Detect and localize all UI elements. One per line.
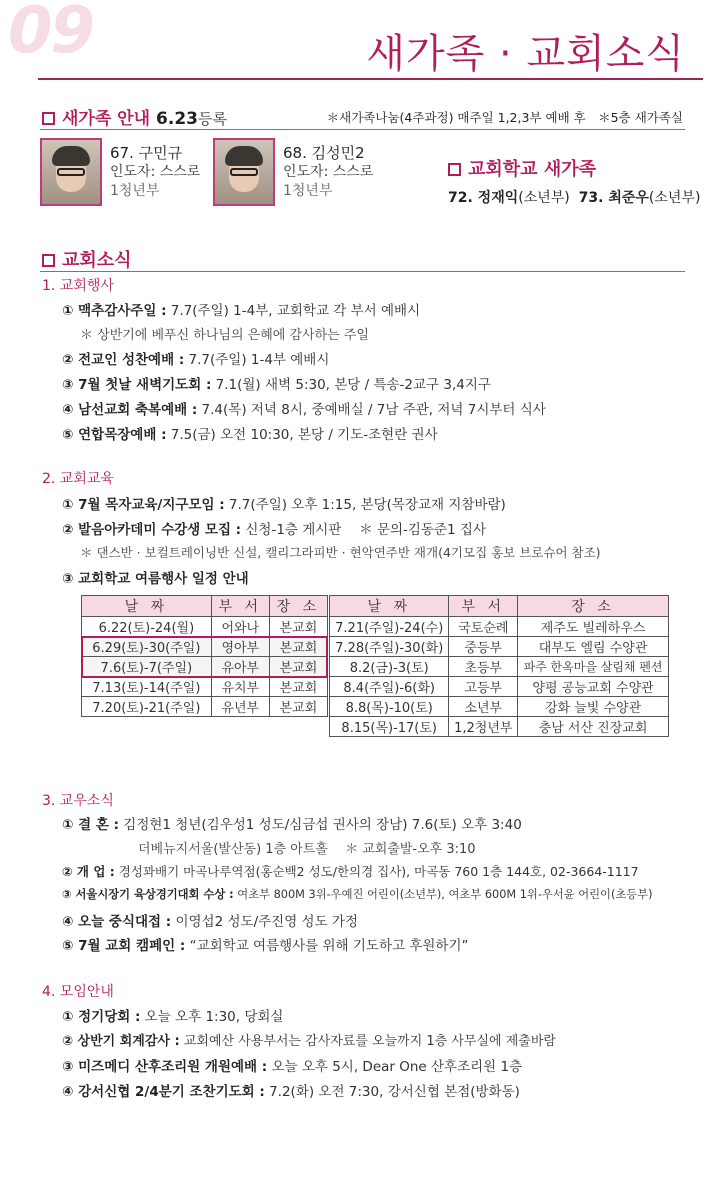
news-note: ＊ 상반기에 베푸신 하나님의 은혜에 감사하는 주일	[80, 328, 369, 343]
member-group: 1청년부	[110, 183, 160, 199]
page-number: 09	[8, 0, 94, 68]
news-item: ① 정기당회 : 오늘 오후 1:30, 당회실	[62, 1009, 284, 1025]
registration-date: 6.23	[156, 109, 198, 129]
col-header: 부 서	[449, 596, 518, 617]
col-header: 날 짜	[330, 596, 449, 617]
news-item: ④ 남선교회 축복예배 : 7.4(목) 저녁 8시, 중예배실 / 7남 주관, 저녁 7시부터 식사	[62, 402, 546, 418]
section-title: 1. 교회행사	[42, 278, 114, 294]
news-note: 더베뉴지서울(발산동) 1층 아트홀 ＊ 교회출발-오후 3:10	[138, 842, 476, 857]
section-title: 3. 교우소식	[42, 793, 114, 809]
checkbox-icon	[42, 254, 55, 267]
table-row: 7.20(토)-21(주일) 유년부 본교회	[82, 697, 328, 717]
new-member-card	[40, 138, 200, 206]
news-note: ＊ 댄스반 · 보컬트레이닝반 신설, 캘리그라피반 · 현악연주반 재개(4기모집 홍보 브로슈어 참조)	[80, 545, 601, 560]
table-row: 8.4(주일)-6(화) 고등부 양평 공능교회 수양관	[330, 677, 669, 697]
new-family-note: ＊새가족나눔(4주과정) 매주일 1,2,3부 예배 후 ＊5층 새가족실	[326, 110, 683, 125]
section-title: 2. 교회교육	[42, 471, 114, 487]
news-item: ③ 서울시장기 육상경기대회 수상 : 여초부 800M 3위-우예진 어린이(소년부), 여초부 600M 1위-우서윤 어린이(초등부)	[62, 888, 653, 901]
news-item: ② 발음아카데미 수강생 모집 : 신청-1층 게시판 ＊ 문의-김동준1 집사	[62, 522, 487, 538]
checkbox-icon	[448, 163, 461, 176]
table-row: 6.22(토)-24(월) 어와나 본교회	[82, 617, 328, 637]
col-header: 장 소	[269, 596, 327, 617]
table-row-highlighted: 7.6(토)-7(주일) 유아부 본교회	[82, 657, 328, 677]
school-new-family: 교회학교 새가족 72. 정재익(소년부) 73. 최준우(소년부)	[448, 159, 701, 206]
divider	[40, 129, 685, 130]
col-header: 부 서	[211, 596, 269, 617]
news-item: ② 상반기 회계감사 : 교회예산 사용부서는 감사자료를 오늘까지 1층 사무실에 제출바람	[62, 1034, 556, 1049]
news-item: ② 전교인 성찬예배 : 7.7(주일) 1-4부 예배시	[62, 352, 330, 368]
news-item: ③ 7월 첫날 새벽기도회 : 7.1(월) 새벽 5:30, 본당 / 특송-2교구 3,4지구	[62, 377, 491, 393]
title-rule	[38, 78, 703, 80]
col-header: 장 소	[518, 596, 669, 617]
table-row-highlighted: 6.29(토)-30(주일) 영아부 본교회	[82, 637, 328, 657]
news-item: ④ 강서신협 2/4분기 조찬기도회 : 7.2(화) 오전 7:30, 강서신협 본점(방화동)	[62, 1084, 520, 1100]
table-row: 7.21(주일)-24(수) 국토순례 제주도 빌레하우스	[330, 617, 669, 637]
member-guide: 인도자: 스스로	[110, 164, 201, 180]
news-heading: 교회소식	[42, 246, 132, 272]
news-item: ④ 오늘 중식대접 : 이영섭2 성도/주진영 성도 가정	[62, 914, 358, 930]
news-item: ① 결 혼 : 김정현1 청년(김우성1 성도/심금섭 권사의 장남) 7.6(토) 오후 3:40	[62, 817, 522, 833]
member-name: 68. 김성민2	[283, 144, 365, 162]
news-item: ② 개 업 : 경성꽈배기 마곡나루역점(홍순백2 성도/한의경 집사), 마곡동 760 1층 144호, 02-3664-1117	[62, 864, 639, 879]
section-title: 4. 모임안내	[42, 984, 114, 1000]
member-group: 1청년부	[283, 183, 333, 199]
schedule-table-left	[81, 595, 328, 717]
news-item: ③ 교회학교 여름행사 일정 안내	[62, 571, 249, 587]
member-photo	[40, 138, 102, 206]
member-guide: 인도자: 스스로	[283, 164, 374, 180]
news-item: ③ 미즈메디 산후조리원 개원예배 : 오늘 오후 5시, Dear One 산후조리원 1층	[62, 1059, 523, 1075]
member-name: 67. 구민규	[110, 144, 183, 162]
table-row: 7.28(주일)-30(화) 중등부 대부도 엘림 수양관	[330, 637, 669, 657]
divider	[40, 271, 685, 272]
col-header: 날 짜	[82, 596, 212, 617]
news-item: ① 맥추감사주일 : 7.7(주일) 1-4부, 교회학교 각 부서 예배시	[62, 303, 421, 319]
table-row: 7.13(토)-14(주일) 유치부 본교회	[82, 677, 328, 697]
news-item: ⑤ 연합목장예배 : 7.5(금) 오전 10:30, 본당 / 기도-조현란 권사	[62, 427, 438, 443]
page-title: 새가족 · 교회소식	[366, 31, 685, 77]
table-row: 8.2(금)-3(토) 초등부 파주 한옥마을 살림채 펜션	[330, 657, 669, 677]
new-family-heading: 새가족 안내 6.23등록	[42, 104, 227, 129]
news-item: ① 7월 목자교육/지구모임 : 7.7(주일) 오후 1:15, 본당(목장교재 지참바람)	[62, 497, 506, 513]
table-row: 8.15(목)-17(토) 1,2청년부 충남 서산 진장교회	[330, 717, 669, 737]
news-item: ⑤ 7월 교회 캠페인 : “교회학교 여름행사를 위해 기도하고 후원하기”	[62, 938, 469, 954]
schedule-table-right	[329, 595, 669, 737]
checkbox-icon	[42, 112, 55, 125]
new-member-card	[213, 138, 373, 206]
member-photo	[213, 138, 275, 206]
table-row: 8.8(목)-10(토) 소년부 강화 늘빛 수양관	[330, 697, 669, 717]
